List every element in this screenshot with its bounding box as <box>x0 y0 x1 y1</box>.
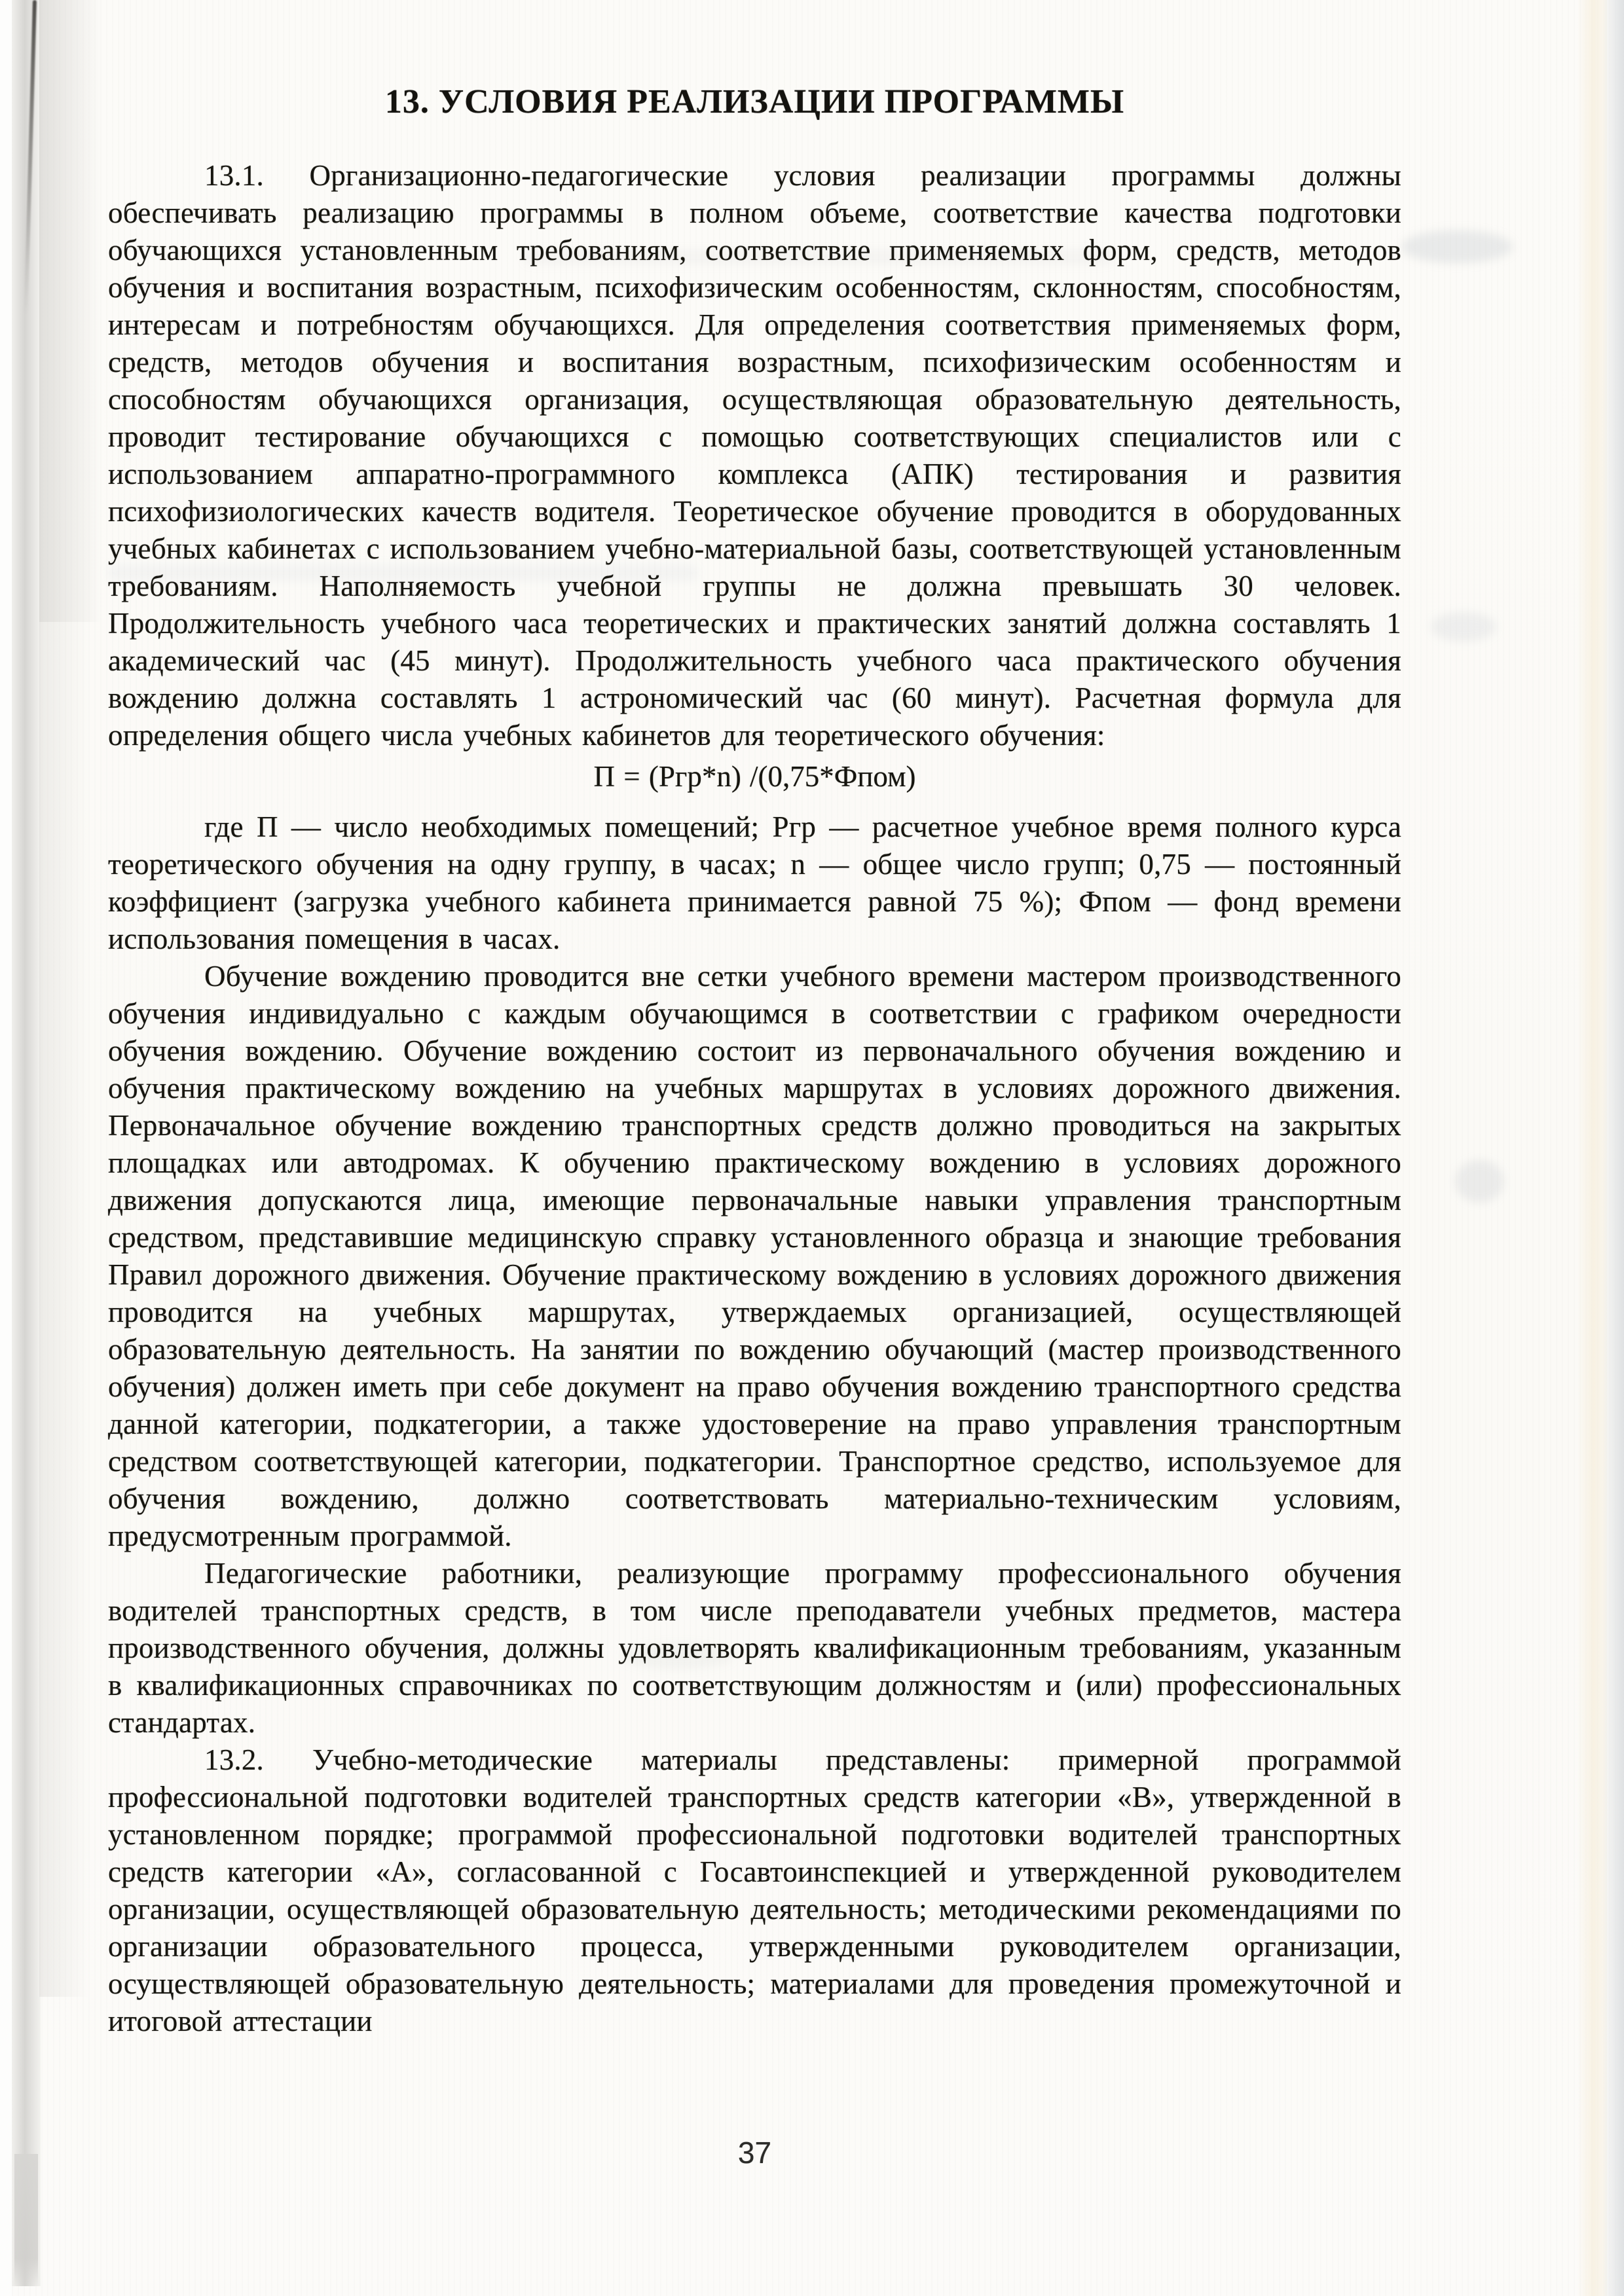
classroom-count-formula: П = (Ргр*n) /(0,75*Фпом) <box>593 760 916 793</box>
scan-right-gray-edge <box>1604 0 1624 2296</box>
scan-gutter-fade-top <box>39 0 101 622</box>
paragraph-formula-legend: где П — число необходимых помещений; Ргр — расчетное учебное время полного курса теоретического обучения на одну группу, в часах; n — общее число групп; 0,75 — постоянный коэффициент (загрузка учебного кабинета принимается равной 75 %); Фпом — фонд времени использования помещения в часах. <box>108 811 1401 955</box>
document-body <box>108 157 1401 2040</box>
page-number: 37 <box>737 2136 772 2170</box>
paragraph-13-2-methodical-materials: 13.2. Учебно-методические материалы представлены: примерной программой профессиональной подготовки водителей транспортных средств категории «В», утвержденной в установленном порядке; программой профессиональной подготовки водителей транспортных средств категории «А», согласованной с Госавтоинспекцией и утвержденной руководителем организации, осуществляющей образовательную деятельность; методическими рекомендациями по организации образовательного процесса, утвержденными руководителем организации, осуществляющей образовательную деятельность; материалами для проведения промежуточной и итоговой аттестации <box>108 1743 1401 2037</box>
paragraph-13-1-organizational-conditions: 13.1. Организационно-педагогические условия реализации программы должны обеспечивать реализацию программы в полном объеме, соответствие качества подготовки обучающихся установленным требованиям, соответствие применяемых форм, средств, методов обучения и воспитания возрастным, психофизическим особенностям, склонностям, способностям, интересам и потребностям обучающихся. Для определения соответствия применяемых форм, средств, методов обучения и воспитания возрастным, психофизическим особенностям и способностям обучающихся организация, осуществляющая образовательную деятельность, проводит тестирование обучающихся с помощью соответствующих специалистов или с использованием аппаратно-программного комплекса (АПК) тестирования и развития психофизиологических качеств водителя. Теоретическое обучение проводится в оборудованных учебных кабинетах с использованием учебно-материальной базы, соответствующей установленным требованиям. Наполняемость учебной группы не должна превышать 30 человек. Продолжительность учебного часа теоретических и практических занятий должна составлять 1 академический час (45 минут). Продолжительность учебного часа практического обучения вождению должна составлять 1 астрономический час (60 минут). Расчетная формула для определения общего числа учебных кабинетов для теоретического обучения: <box>108 159 1401 752</box>
scan-left-edge-white <box>0 0 12 2296</box>
scan-binding-crease-line <box>24 0 37 314</box>
scan-bottom-left-shadow <box>14 2154 38 2285</box>
scan-smudge <box>1401 230 1513 263</box>
section-title: 13. УСЛОВИЯ РЕАЛИЗАЦИИ ПРОГРАММЫ <box>384 83 1125 120</box>
paragraph-teaching-staff: Педагогические работники, реализующие программу профессионального обучения водителей транспортных средств, в том числе преподаватели учебных предметов, мастера производственного обучения, должны удовлетворять квалификационным требованиям, указанным в квалификационных справочниках по соответствующим должностям и (или) профессиональных стандартах. <box>108 1557 1401 1739</box>
scan-gutter-shadow-band <box>12 0 41 2286</box>
scan-right-warm-band <box>1577 0 1607 2296</box>
paragraph-driving-training: Обучение вождению проводится вне сетки учебного времени мастером производственного обучения индивидуально с каждым обучающимся в соответствии с графиком очередности обучения вождению. Обучение вождению состоит из первоначального обучения вождению и обучения практическому вождению на учебных маршрутах в условиях дорожного движения. Первоначальное обучение вождению транспортных средств должно проводиться на закрытых площадках или автодромах. К обучению практическому вождению в условиях дорожного движения допускаются лица, имеющие первоначальные навыки управления транспортным средством, представившие медицинскую справку установленного образца и знающие требования Правил дорожного движения. Обучение практическому вождению в условиях дорожного движения проводится на учебных маршрутах, утверждаемых организацией, осуществляющей образовательную деятельность. На занятии по вождению обучающий (мастер производственного обучения) должен иметь при себе документ на право обучения вождению транспортного средства данной категории, подкатегории, а также удостоверение на право управления транспортным средством соответствующей категории, подкатегории. Транспортное средство, используемое для обучения вождению, должно соответствовать материально-техническим условиям, предусмотренным программой. <box>108 960 1401 1552</box>
scan-gutter-fade-middle <box>39 622 88 1997</box>
scan-smudge <box>1455 1160 1504 1203</box>
scan-smudge <box>1431 612 1496 642</box>
